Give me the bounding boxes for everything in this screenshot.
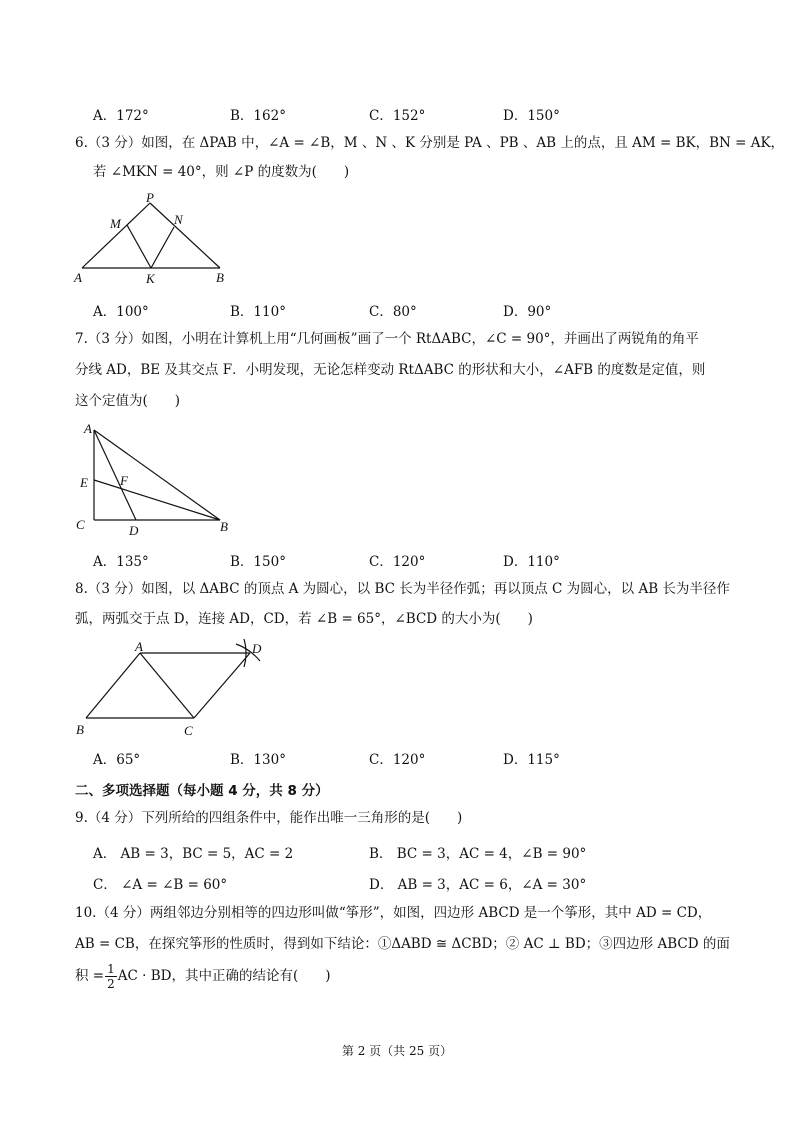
q10-line3-suffix: AC · BD，其中正确的结论有( ) bbox=[117, 968, 331, 984]
q10-text-line1: 10.（4 分）两组邻边分别相等的四边形叫做“筝形”，如图，四边形 ABCD 是一个筝形，其中 AD = CD， bbox=[75, 905, 712, 921]
section-title-multiple-choice: 二、多项选择题（每小题 4 分，共 8 分） bbox=[75, 783, 329, 799]
q7-text-line3: 这个定值为( ) bbox=[75, 393, 181, 409]
q8-parallelogram-figure bbox=[70, 635, 280, 745]
q10-text-line2: AB = CB，在探究筝形的性质时，得到如下结论：①ΔABD ≅ ΔCBD；② AC ⊥ BD；③四边形 ABCD 的面 bbox=[75, 936, 730, 952]
q5-option-a: A．172° bbox=[93, 108, 149, 124]
q6-option-a: A．100° bbox=[93, 304, 149, 320]
q9-option-c: C． ∠A = ∠B = 60° bbox=[93, 877, 228, 893]
q7-label-d: D bbox=[129, 523, 139, 538]
q6-label-b: B bbox=[216, 270, 224, 285]
q10-fraction bbox=[105, 962, 117, 991]
q8-option-d: D．115° bbox=[503, 752, 560, 768]
q8-option-a: A．65° bbox=[93, 752, 141, 768]
q7-text-line2: 分线 AD，BE 及其交点 F．小明发现，无论怎样变动 RtΔABC 的形状和大小，∠AFB 的度数是定值，则 bbox=[75, 362, 706, 378]
q7-label-e: E bbox=[80, 475, 88, 490]
q6-text-line2: 若 ∠MKN = 40°，则 ∠P 的度数为( ) bbox=[93, 164, 350, 180]
q7-option-b: B．150° bbox=[230, 554, 286, 570]
q8-option-b: B．130° bbox=[230, 752, 286, 768]
q8-label-b: B bbox=[76, 722, 84, 737]
q6-label-m: M bbox=[110, 216, 121, 231]
q6-label-k: K bbox=[146, 271, 155, 286]
q8-text-line2: 弧，两弧交于点 D，连接 AD，CD，若 ∠B = 65°，∠BCD 的大小为( ) bbox=[75, 611, 533, 627]
q5-option-d: D．150° bbox=[503, 108, 560, 124]
q6-text-line1: 6.（3 分）如图，在 ΔPAB 中，∠A = ∠B，M 、N 、K 分别是 PA 、PB 、AB 上的点，且 AM = BK，BN = AK， bbox=[75, 135, 785, 151]
q10-fraction-denominator: 2 bbox=[107, 977, 115, 991]
q9-option-b: B． BC = 3，AC = 4，∠B = 90° bbox=[369, 846, 587, 862]
q6-triangle-figure bbox=[70, 190, 240, 290]
q10-fraction-numerator: 1 bbox=[107, 962, 115, 976]
q6-label-p: P bbox=[146, 190, 154, 205]
q6-option-c: C．80° bbox=[369, 304, 417, 320]
q6-option-d: D．90° bbox=[503, 304, 552, 320]
q7-option-d: D．110° bbox=[503, 554, 560, 570]
q7-label-a: A bbox=[84, 421, 92, 436]
q7-label-c: C bbox=[76, 517, 85, 532]
q6-label-n: N bbox=[174, 212, 183, 227]
page-footer: 第 2 页（共 25 页） bbox=[341, 1044, 453, 1058]
q5-option-c: C．152° bbox=[369, 108, 426, 124]
q6-label-a: A bbox=[74, 270, 82, 285]
q9-option-a: A． AB = 3，BC = 5，AC = 2 bbox=[93, 846, 294, 862]
q8-option-c: C．120° bbox=[369, 752, 426, 768]
q7-option-a: A．135° bbox=[93, 554, 149, 570]
q8-text-line1: 8.（3 分）如图，以 ΔABC 的顶点 A 为圆心，以 BC 长为半径作弧；再以顶点 C 为圆心，以 AB 长为半径作 bbox=[75, 581, 730, 597]
q10-line3-prefix: 积 = bbox=[75, 968, 105, 984]
q9-text-line1: 9.（4 分）下列所给的四组条件中，能作出唯一三角形的是( ) bbox=[75, 810, 463, 826]
q8-label-a: A bbox=[135, 639, 143, 654]
q7-text-line1: 7.（3 分）如图，小明在计算机上用“几何画板”画了一个 RtΔABC，∠C = 90°，并画出了两锐角的角平 bbox=[75, 331, 699, 347]
q10-text-line3 bbox=[75, 962, 330, 991]
q7-label-f: F bbox=[120, 473, 128, 488]
q9-option-d: D． AB = 3，AC = 6，∠A = 30° bbox=[369, 877, 587, 893]
q8-label-c: C bbox=[184, 723, 193, 738]
q7-option-c: C．120° bbox=[369, 554, 426, 570]
q7-label-b: B bbox=[220, 519, 228, 534]
q7-right-triangle-figure bbox=[70, 415, 240, 540]
q6-option-b: B．110° bbox=[230, 304, 286, 320]
q5-option-b: B．162° bbox=[230, 108, 286, 124]
q8-label-d: D bbox=[252, 641, 262, 656]
